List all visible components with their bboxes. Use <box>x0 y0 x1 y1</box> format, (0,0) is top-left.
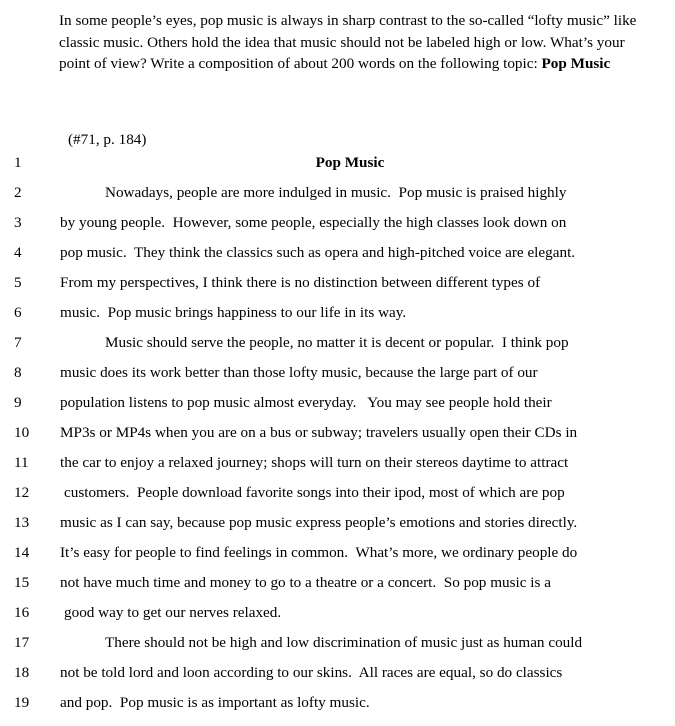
essay-body <box>0 150 675 720</box>
essay-line-text: population listens to pop music almost everyday. You may see people hold their <box>60 394 552 411</box>
essay-line-text: Music should serve the people, no matter it is decent or popular. I think pop <box>105 334 569 351</box>
essay-line-text: Nowadays, people are more indulged in music. Pop music is praised highly <box>105 184 567 201</box>
line-number: 16 <box>14 604 30 621</box>
line-number: 15 <box>14 574 30 591</box>
essay-line-row <box>0 660 675 690</box>
essay-line-row <box>0 600 675 630</box>
essay-line-text: by young people. However, some people, especially the high classes look down on <box>60 214 567 231</box>
essay-line-text: music. Pop music brings happiness to our life in its way. <box>60 304 407 321</box>
essay-line-text: good way to get our nerves relaxed. <box>64 604 282 621</box>
essay-line-text: music as I can say, because pop music express people’s emotions and stories directly. <box>60 514 578 531</box>
essay-line-text: music does its work better than those lofty music, because the large part of our <box>60 364 538 381</box>
essay-line-text: not have much time and money to go to a theatre or a concert. So pop music is a <box>60 574 551 591</box>
essay-line-row <box>0 420 675 450</box>
essay-line-row <box>0 360 675 390</box>
essay-line-row <box>0 450 675 480</box>
line-number: 13 <box>14 514 30 531</box>
line-number: 6 <box>14 304 22 321</box>
line-number: 3 <box>14 214 22 231</box>
essay-line-row <box>0 390 675 420</box>
essay-line-text: the car to enjoy a relaxed journey; shops will turn on their stereos daytime to attract <box>60 454 569 471</box>
essay-line-row <box>0 180 675 210</box>
essay-prompt-topic: Pop Music <box>541 55 611 72</box>
essay-line-text: It’s easy for people to find feelings in common. What’s more, we ordinary people do <box>60 544 578 561</box>
line-number: 7 <box>14 334 22 351</box>
line-number: 5 <box>14 274 22 291</box>
essay-line-text: MP3s or MP4s when you are on a bus or subway; travelers usually open their CDs in <box>60 424 578 441</box>
line-number: 4 <box>14 244 22 261</box>
line-number: 12 <box>14 484 30 501</box>
line-number: 8 <box>14 364 22 381</box>
essay-line-text: pop music. They think the classics such as opera and high-pitched voice are elegant. <box>60 244 576 261</box>
line-number: 14 <box>14 544 30 561</box>
essay-line-row <box>0 150 675 180</box>
essay-line-row <box>0 210 675 240</box>
essay-line-row <box>0 540 675 570</box>
line-number: 11 <box>14 454 29 471</box>
line-number: 1 <box>14 154 22 171</box>
essay-prompt-text: In some people’s eyes, pop music is always in sharp contrast to the so-called “lofty music” like classic music. Others hold the idea that music should not be labeled high or low. What’s your point of view? Write a composition of about 200 words on the following topic: <box>59 12 637 72</box>
line-number: 18 <box>14 664 30 681</box>
essay-line-text: not be told lord and loon according to our skins. All races are equal, so do classics <box>60 664 563 681</box>
essay-line-text: There should not be high and low discrimination of music just as human could <box>105 634 583 651</box>
line-number: 10 <box>14 424 30 441</box>
essay-line-row <box>0 300 675 330</box>
essay-line-text: From my perspectives, I think there is no distinction between different types of <box>60 274 541 291</box>
line-number: 17 <box>14 634 30 651</box>
line-number: 9 <box>14 394 22 411</box>
essay-line-text: and pop. Pop music is as important as lofty music. <box>60 694 370 711</box>
essay-title: Pop Music <box>315 154 385 171</box>
essay-line-row <box>0 330 675 360</box>
essay-line-row <box>0 570 675 600</box>
essay-line-row <box>0 630 675 660</box>
source-reference: (#71, p. 184) <box>68 131 147 148</box>
essay-line-row <box>0 270 675 300</box>
essay-line-row <box>0 480 675 510</box>
essay-line-row <box>0 510 675 540</box>
essay-line-text: customers. People download favorite songs into their ipod, most of which are pop <box>64 484 565 501</box>
essay-line-row <box>0 240 675 270</box>
essay-line-row <box>0 690 675 720</box>
line-number: 19 <box>14 694 30 711</box>
line-number: 2 <box>14 184 22 201</box>
essay-prompt <box>59 10 656 75</box>
